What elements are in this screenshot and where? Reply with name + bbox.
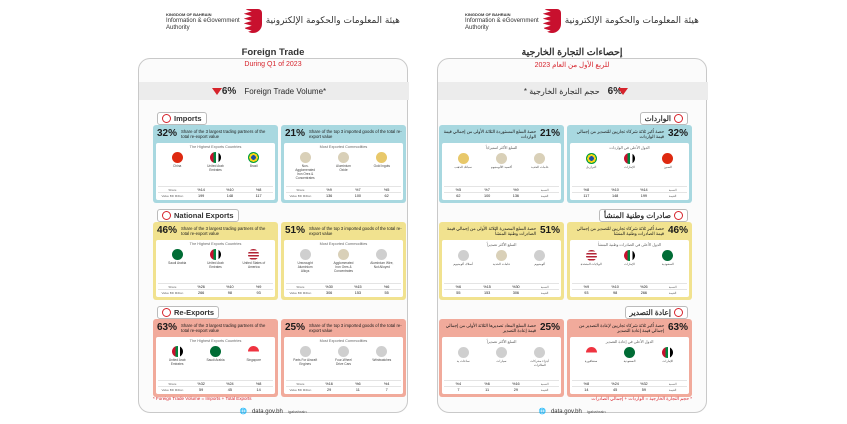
national-exports-label: National Exports [157,209,239,222]
page-subtitle: During Q1 of 2023 [244,61,302,68]
gold-ingot-icon [458,153,469,164]
car-icon [338,346,349,357]
china-flag-icon [662,153,673,164]
aluminium-oxide-icon [496,153,507,164]
uae-flag-icon [210,249,221,260]
usa-flag-icon [248,249,259,260]
saudi-flag-icon [624,347,635,358]
watch-icon [458,347,469,358]
decrease-arrow-icon [618,88,628,95]
imports-section [153,114,409,205]
saudi-flag-icon [662,250,673,261]
authority-name-ar: هيئة المعلومات والحكومة الإلكترونية [265,16,400,26]
reexports-goods-card: 25% Share of the top 3 imported goods of the total re-export value Most Exported Commodities Parts For Aircraft Engines Four-Wheel Drive Cars Wristwatches Share %16 %6 %4 Value BD Million 29 11 7 [281,319,406,397]
arabic-panel [437,0,707,424]
national-goods-card: 51% Share of the top 3 imported goods of the total re-export value Most Exported Commodities Unwrought Aluminium Alloys Agglomerated Iron Ores & Concentrates Aluminium Wire, Not Alloyed Share %30 %15 %6 Value BD Million 306 153 55 [281,222,406,300]
uae-flag-icon [624,153,635,164]
re-exports-section: إعادة التصدير 63% حصة أكبر ثلاثة شركاء تجاريين لإعادة التصدير من إجمالي قيمة إعادة التصدير الدول الأعلى في إعادة التصدير الإمارات السعودية سنغافورة النسبة %32 %24 %8 القيمة 59 45 14 25% حصة السلع المعاد تصديرها الثلاثة الأولى من إجمالي قيمة إعادة التصدير السلع الأكثر تصديراً أجزاء محركات الطائرات سيارات ساعات يد النسبة %16 %6 %4 القيمة 29 11 7 [436,316,692,399]
uae-flag-icon [172,346,183,357]
saudi-flag-icon [172,249,183,260]
globe-icon: 🌐 [239,409,247,415]
gold-ingot-icon [376,152,387,163]
imports-label: Imports [157,112,207,125]
globe-icon: 🌐 [538,409,546,415]
footer [138,408,408,415]
social-handle: igabahrain [586,409,606,414]
export-icon [162,211,171,220]
uae-flag-icon [210,152,221,163]
share-row: Share %14 %10 %8 [158,186,273,192]
ore-icon [338,249,349,260]
uae-flag-icon [624,250,635,261]
volume-label: Foreign Trade Volume* [244,86,327,96]
volume-percent: 6% [221,85,237,97]
page-title: Foreign Trade [241,47,305,58]
box-icon [674,114,683,123]
footnote: * حجم التجارة الخارجية = الواردات + إجمالي الصادرات [591,396,692,401]
engine-icon [300,346,311,357]
infographic-card [437,47,707,413]
bahrain-crest-icon [543,9,561,33]
reexports-partners-card: 63% Share of the 3 largest trading partners of the total re-export value The Highest Exports Countries United Arab Emirates Saudi Arabia Singapore Share %32 %24 %8 Value BD Million 59 45 14 [153,319,278,397]
uae-flag-icon [662,347,673,358]
cycle-icon [162,308,171,317]
site-link[interactable]: data.gov.bh [550,408,582,415]
brazil-flag-icon [586,153,597,164]
saudi-flag-icon [210,346,221,357]
aluminium-oxide-icon [338,152,349,163]
national-exports-section [153,211,409,302]
imports-partners-card: 32% Share of the 3 largest trading partners of the total re-export value The Highest Exports Countries China United Arab Emirates Brazil Share %14 %10 %8 Value BD Million 199 148 117 [153,125,278,203]
aluminium-alloy-icon [534,250,545,261]
wire-icon [458,250,469,261]
bahrain-crest-icon [244,9,262,33]
usa-flag-icon [586,250,597,261]
footnote: * Foreign Trade Volume = Imports + Total Exports [153,396,252,401]
china-flag-icon [172,152,183,163]
social-handle: igabahrain [287,409,307,414]
site-link[interactable]: data.gov.bh [251,408,283,415]
authority-logo: KINGDOM OF BAHRAIN Information & eGovernment Authority هيئة المعلومات والحكومة الإلكترونية [465,6,699,36]
re-exports-section [153,308,409,399]
watch-icon [376,346,387,357]
car-icon [496,347,507,358]
ore-icon [496,250,507,261]
engine-icon [534,347,545,358]
singapore-flag-icon [248,346,259,357]
box-icon [162,114,171,123]
value-row: Value BD Million 199 148 117 [158,192,273,198]
english-panel [138,0,408,424]
trade-volume-bar [139,82,409,100]
cycle-icon [674,308,683,317]
national-exports-section: صادرات وطنية المنشأ 46% حصة أكبر ثلاثة شركاء تجاريين للتصدير من إجمالي قيمة الصادرات وطنية المنشأ الدول الأعلى في الصادرات وطنية المنشأ السعودية الإمارات الولايات المتحدة النسبة %26 %10 %9 القيمة 266 98 93 51% حصة السلع المصدرة الثلاثة الأولى من إجمالي قيمة الصادرات وطنية المنشأ السلع الأكثر تصديراً ألومنيوم خامات الحديد أسلاك ألومنيوم النسبة %30 %15 %6 القيمة 306 153 55 [436,219,692,302]
ore-icon [534,153,545,164]
footer [437,408,707,415]
aluminium-alloy-icon [300,249,311,260]
brazil-flag-icon [248,152,259,163]
imports-goods-card: 21% Share of the top 3 imported goods of the total re-export value Most Exported Commodities Non-Agglomerated Iron Ores & Concentrates Aluminium Oxide Gold Ingots Share %9 %7 %5 Value BD Million 136 100 62 [281,125,406,203]
re-exports-label: Re-Exports [157,306,219,319]
ore-icon [300,152,311,163]
authority-name-en: KINGDOM OF BAHRAIN Information & eGovernment Authority [166,11,240,31]
authority-logo [166,6,400,36]
imports-section: الواردات 32% حصة أكبر ثلاثة شركاء تجاريين للتصدير من إجمالي قيمة الواردات الدول الأعلى في الواردات الصين الإمارات البرازيل النسبة %14 %10 %8 القيمة 199 148 117 21% حصة السلع المستوردة الثلاثة الأولى من إجمالي قيمة الواردات السلع الأكثر استيراداً خامات الحديد أكسيد الألومنيوم سبائك الذهب النسبة %9 %7 %5 القيمة 136 100 62 [436,122,692,205]
page-title: إحصاءات التجارة الخارجية [521,47,623,58]
export-icon [674,211,683,220]
decrease-arrow-icon [212,88,222,95]
national-partners-card: 46% Share of the 3 largest trading partners of the total re-export value The Highest Exports Countries Saudi Arabia United Arab Emirates United States of America Share %26 %10 %9 Value BD Million 266 98 93 [153,222,278,300]
wire-icon [376,249,387,260]
infographic-card [138,47,408,413]
trade-volume-bar: 6% حجم التجارة الخارجية * [438,82,708,100]
page-subtitle: للربع الأول من العام 2023 [534,62,610,69]
singapore-flag-icon [586,347,597,358]
